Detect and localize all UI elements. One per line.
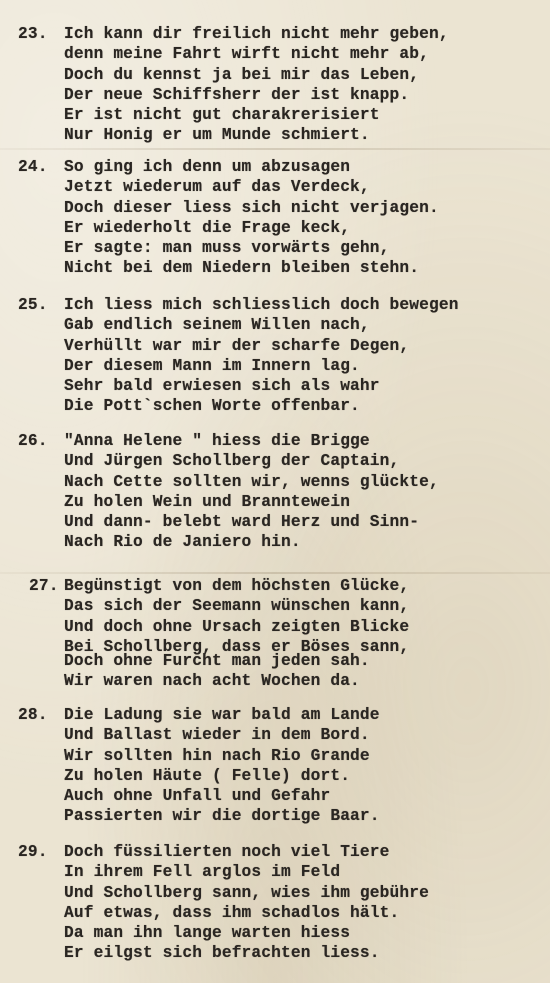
stanza-26 [18,431,543,553]
stanza-line [18,24,543,44]
stanza-line [29,617,550,637]
stanza-line [18,105,543,125]
stanza-line [18,862,543,882]
stanza-27 [29,576,550,692]
stanza-line [18,396,543,416]
stanza-line [18,725,543,745]
stanza-line [18,218,543,238]
verse-text: Passierten wir die dortige Baar. [64,807,380,826]
verse-text: Ich liess mich schliesslich doch bewegen [64,296,459,314]
verse-text: "Anna Helene " hiess die Brigge [64,432,370,450]
stanza-line [18,157,543,177]
stanza-number: 27. [29,577,59,595]
verse-text: Er ist nicht gut charakrerisiert [64,106,380,125]
verse-text: Sehr bald erwiesen sich als wahr [64,377,380,396]
stanza-line [18,85,543,105]
stanza-line [18,705,543,725]
stanza-number: 23. [18,25,48,43]
stanza-line [18,295,543,315]
verse-text: Und dann- belebt ward Herz und Sinn- [64,513,420,532]
stanza-line [18,356,543,376]
verse-text: Die Pott`schen Worte offenbar. [64,397,360,416]
verse-text: Der neue Schiffsherr der ist knapp. [64,85,410,104]
verse-text: Zu holen Wein und Branntewein [64,492,351,511]
stanza-line [18,198,543,218]
stanza-line [18,472,543,492]
verse-text: Nach Rio de Janiero hin. [64,533,301,552]
stanza-line [18,336,543,356]
verse-text: Doch dieser liess sich nicht verjagen. [64,198,439,217]
stanza-line [18,786,543,806]
stanza-number: 24. [18,158,48,176]
stanza-line [18,431,543,451]
stanza-line [29,651,550,671]
verse-text: Er wiederholt die Frage keck, [64,218,351,237]
verse-text: Zu holen Häute ( Felle) dort. [64,766,351,785]
verse-text: Gab endlich seinem Willen nach, [64,316,370,335]
stanza-number: 25. [18,296,48,314]
verse-text: Nicht bei dem Niedern bleiben stehn. [64,259,420,278]
verse-text: Auch ohne Unfall und Gefahr [64,787,331,806]
stanza-line [18,44,543,64]
stanza-line [18,943,543,963]
verse-text: denn meine Fahrt wirft nicht mehr ab, [64,45,429,64]
stanza-line [18,238,543,258]
verse-text: Ich kann dir freilich nicht mehr geben, [64,25,449,43]
stanza-line [18,451,543,471]
stanza-line [18,315,543,335]
stanza-line [18,766,543,786]
stanza-line [18,512,543,532]
verse-text: Wir sollten hin nach Rio Grande [64,746,370,765]
stanza-29 [18,842,543,964]
stanza-line [18,532,543,552]
stanza-line [18,806,543,826]
stanza-line [29,671,550,691]
stanza-line [18,746,543,766]
stanza-line [18,177,543,197]
stanza-line [18,376,543,396]
verse-text: Er eilgst sich befrachten liess. [64,944,380,963]
verse-text: Und Schollberg sann, wies ihm gebühre [64,883,429,902]
stanza-number: 29. [18,843,48,861]
verse-text: Und Jürgen Schollberg der Captain, [64,452,400,471]
stanza-23 [18,24,543,146]
stanza-line [18,125,543,145]
stanza-line [18,883,543,903]
stanza-line [18,903,543,923]
verse-text: Jetzt wiederum auf das Verdeck, [64,178,370,197]
verse-text: Er sagte: man muss vorwärts gehn, [64,239,390,258]
verse-text: Begünstigt von dem höchsten Glücke, [64,577,410,595]
stanza-line [29,576,550,596]
paper-fold-line [0,148,550,150]
stanza-line [18,65,543,85]
verse-text: Verhüllt war mir der scharfe Degen, [64,336,410,355]
verse-text: Und Ballast wieder in dem Bord. [64,726,370,745]
verse-text: Nach Cette sollten wir, wenns glückte, [64,472,439,491]
stanza-line [18,923,543,943]
verse-text: Nur Honig er um Munde schmiert. [64,126,370,145]
stanza-line [29,596,550,616]
stanza-line [18,492,543,512]
stanza-number: 28. [18,706,48,724]
verse-text: Der diesem Mann im Innern lag. [64,356,360,375]
verse-text: Bei Schollberg, dass er Böses sann, [64,637,410,656]
stanza-25 [18,295,543,417]
stanza-24 [18,157,543,279]
stanza-28 [18,705,543,827]
verse-text: Doch du kennst ja bei mir das Leben, [64,65,420,84]
stanza-line [18,842,543,862]
paper-fold-line [0,572,550,574]
verse-text: Die Ladung sie war bald am Lande [64,706,380,724]
verse-text: Wir waren nach acht Wochen da. [64,672,360,691]
stanza-line [18,258,543,278]
verse-text: Doch füssilierten noch viel Tiere [64,843,390,861]
verse-text: So ging ich denn um abzusagen [64,158,351,176]
verse-text: Und doch ohne Ursach zeigten Blicke [64,617,410,636]
verse-text: Auf etwas, dass ihm schadlos hält. [64,903,400,922]
verse-text: In ihrem Fell arglos im Feld [64,863,341,882]
verse-text: Das sich der Seemann wünschen kann, [64,597,410,616]
stanza-number: 26. [18,432,48,450]
verse-text: Da man ihn lange warten hiess [64,924,351,943]
verse-text: Doch ohne Furcht man jeden sah. [64,652,370,671]
